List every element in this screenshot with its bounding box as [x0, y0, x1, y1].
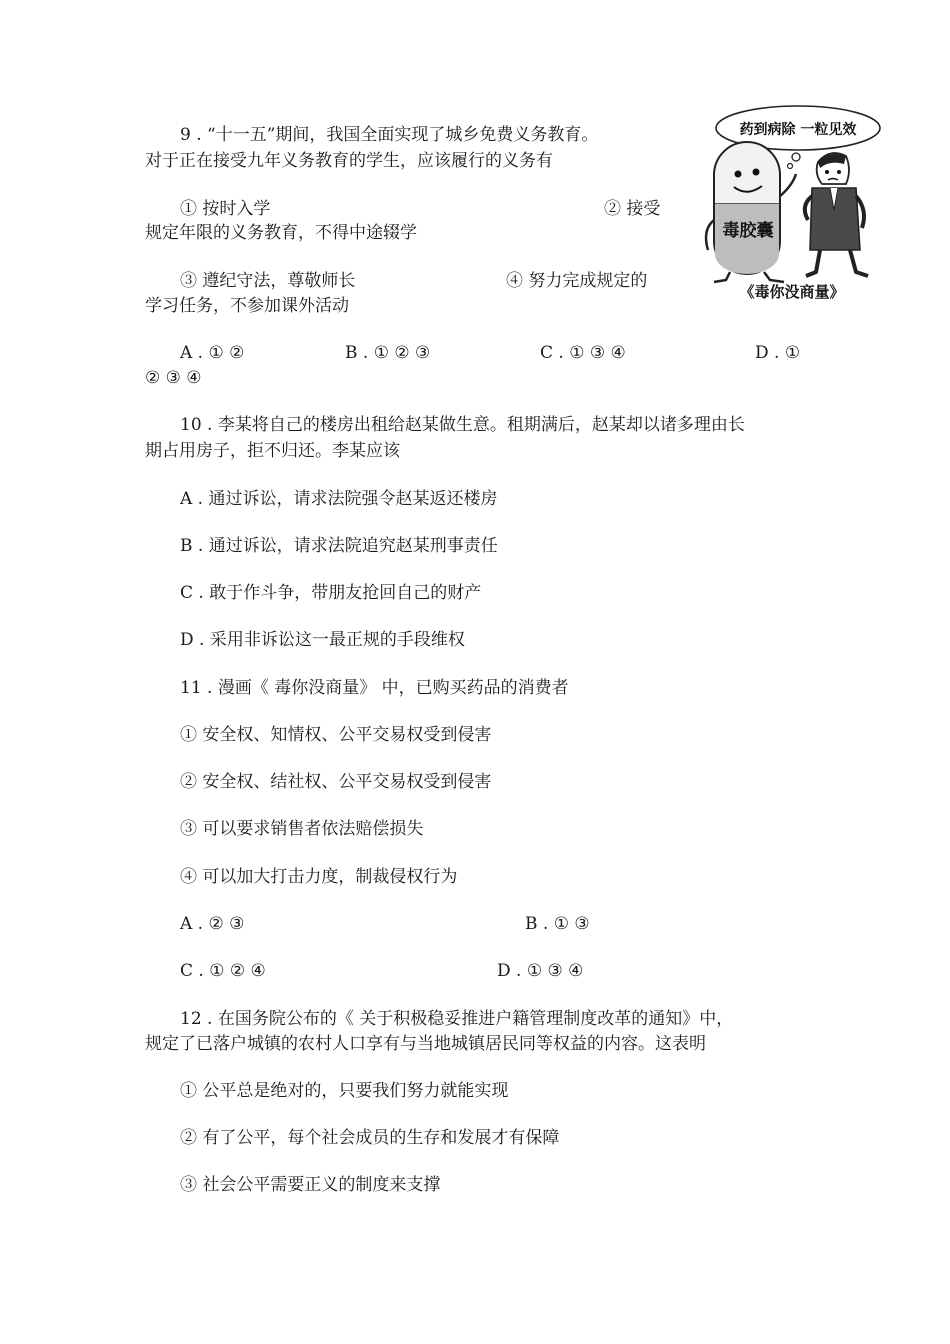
- q12-item-3: ③ 社会公平需要正义的制度来支撑: [180, 1175, 441, 1195]
- q10-option-d: D . 采用非诉讼这一最正规的手段维权: [180, 630, 465, 650]
- q11-stem: 11 . 漫画《 毒你没商量》 中，已购买药品的消费者: [180, 678, 569, 698]
- q10-option-b: B . 通过诉讼，请求法院追究赵某刑事责任: [180, 536, 498, 556]
- q9-option-a: A . ① ②: [180, 343, 245, 363]
- q11-item-1: ① 安全权、知情权、公平交易权受到侵害: [180, 725, 492, 745]
- q10-option-c: C . 敢于作斗争，带朋友抢回自己的财产: [180, 583, 482, 603]
- q9-item-1: ① 按时入学: [180, 199, 271, 219]
- q11-item-4: ④ 可以加大打击力度，制裁侵权行为: [180, 867, 458, 887]
- q9-item-3: ③ 遵纪守法，尊敬师长: [180, 271, 356, 291]
- q9-option-b: B . ① ② ③: [345, 343, 431, 363]
- q9-stem-line2: 对于正在接受九年义务教育的学生，应该履行的义务有: [145, 151, 553, 171]
- q9-item-2: ② 接受: [604, 199, 661, 219]
- q9-option-d-cont: ② ③ ④: [145, 368, 202, 388]
- cartoon-drawing: [700, 100, 885, 305]
- cartoon-caption: 《毒你没商量》: [739, 283, 845, 301]
- speech-bubble-text: 药到病除 一粒见效: [739, 122, 857, 138]
- q9-item-4: ④ 努力完成规定的: [506, 271, 648, 291]
- q12-item-2: ② 有了公平，每个社会成员的生存和发展才有保障: [180, 1128, 560, 1148]
- q11-option-a: A . ② ③: [180, 914, 245, 934]
- q11-item-2: ② 安全权、结社权、公平交易权受到侵害: [180, 772, 492, 792]
- q11-option-c: C . ① ② ④: [180, 961, 266, 981]
- q12-stem-line1: 12 . 在国务院公布的《 关于积极稳妥推进户籍管理制度改革的通知》中，: [180, 1009, 734, 1029]
- q9-stem-line1: 9 . “十一五”期间，我国全面实现了城乡免费义务教育。: [180, 125, 599, 145]
- q9-option-d: D . ①: [755, 343, 801, 363]
- q9-item-2-cont: 规定年限的义务教育，不得中途辍学: [145, 223, 417, 243]
- q12-stem-line2: 规定了已落户城镇的农村人口享有与当地城镇居民同等权益的内容。这表明: [145, 1034, 706, 1054]
- q11-option-d: D . ① ③ ④: [497, 961, 584, 981]
- q9-item-4-cont: 学习任务，不参加课外活动: [145, 296, 349, 316]
- cartoon-illustration: [700, 100, 885, 305]
- q12-item-1: ① 公平总是绝对的，只要我们努力就能实现: [180, 1081, 509, 1101]
- q9-option-c: C . ① ③ ④: [540, 343, 626, 363]
- q10-stem-line1: 10 . 李某将自己的楼房出租给赵某做生意。租期满后，赵某却以诸多理由长: [180, 415, 745, 435]
- capsule-label: 毒胶囊: [722, 221, 774, 241]
- q10-stem-line2: 期占用房子，拒不归还。李某应该: [145, 441, 400, 461]
- q10-option-a: A . 通过诉讼，请求法院强令赵某返还楼房: [180, 489, 498, 509]
- q11-item-3: ③ 可以要求销售者依法赔偿损失: [180, 819, 424, 839]
- q11-option-b: B . ① ③: [525, 914, 590, 934]
